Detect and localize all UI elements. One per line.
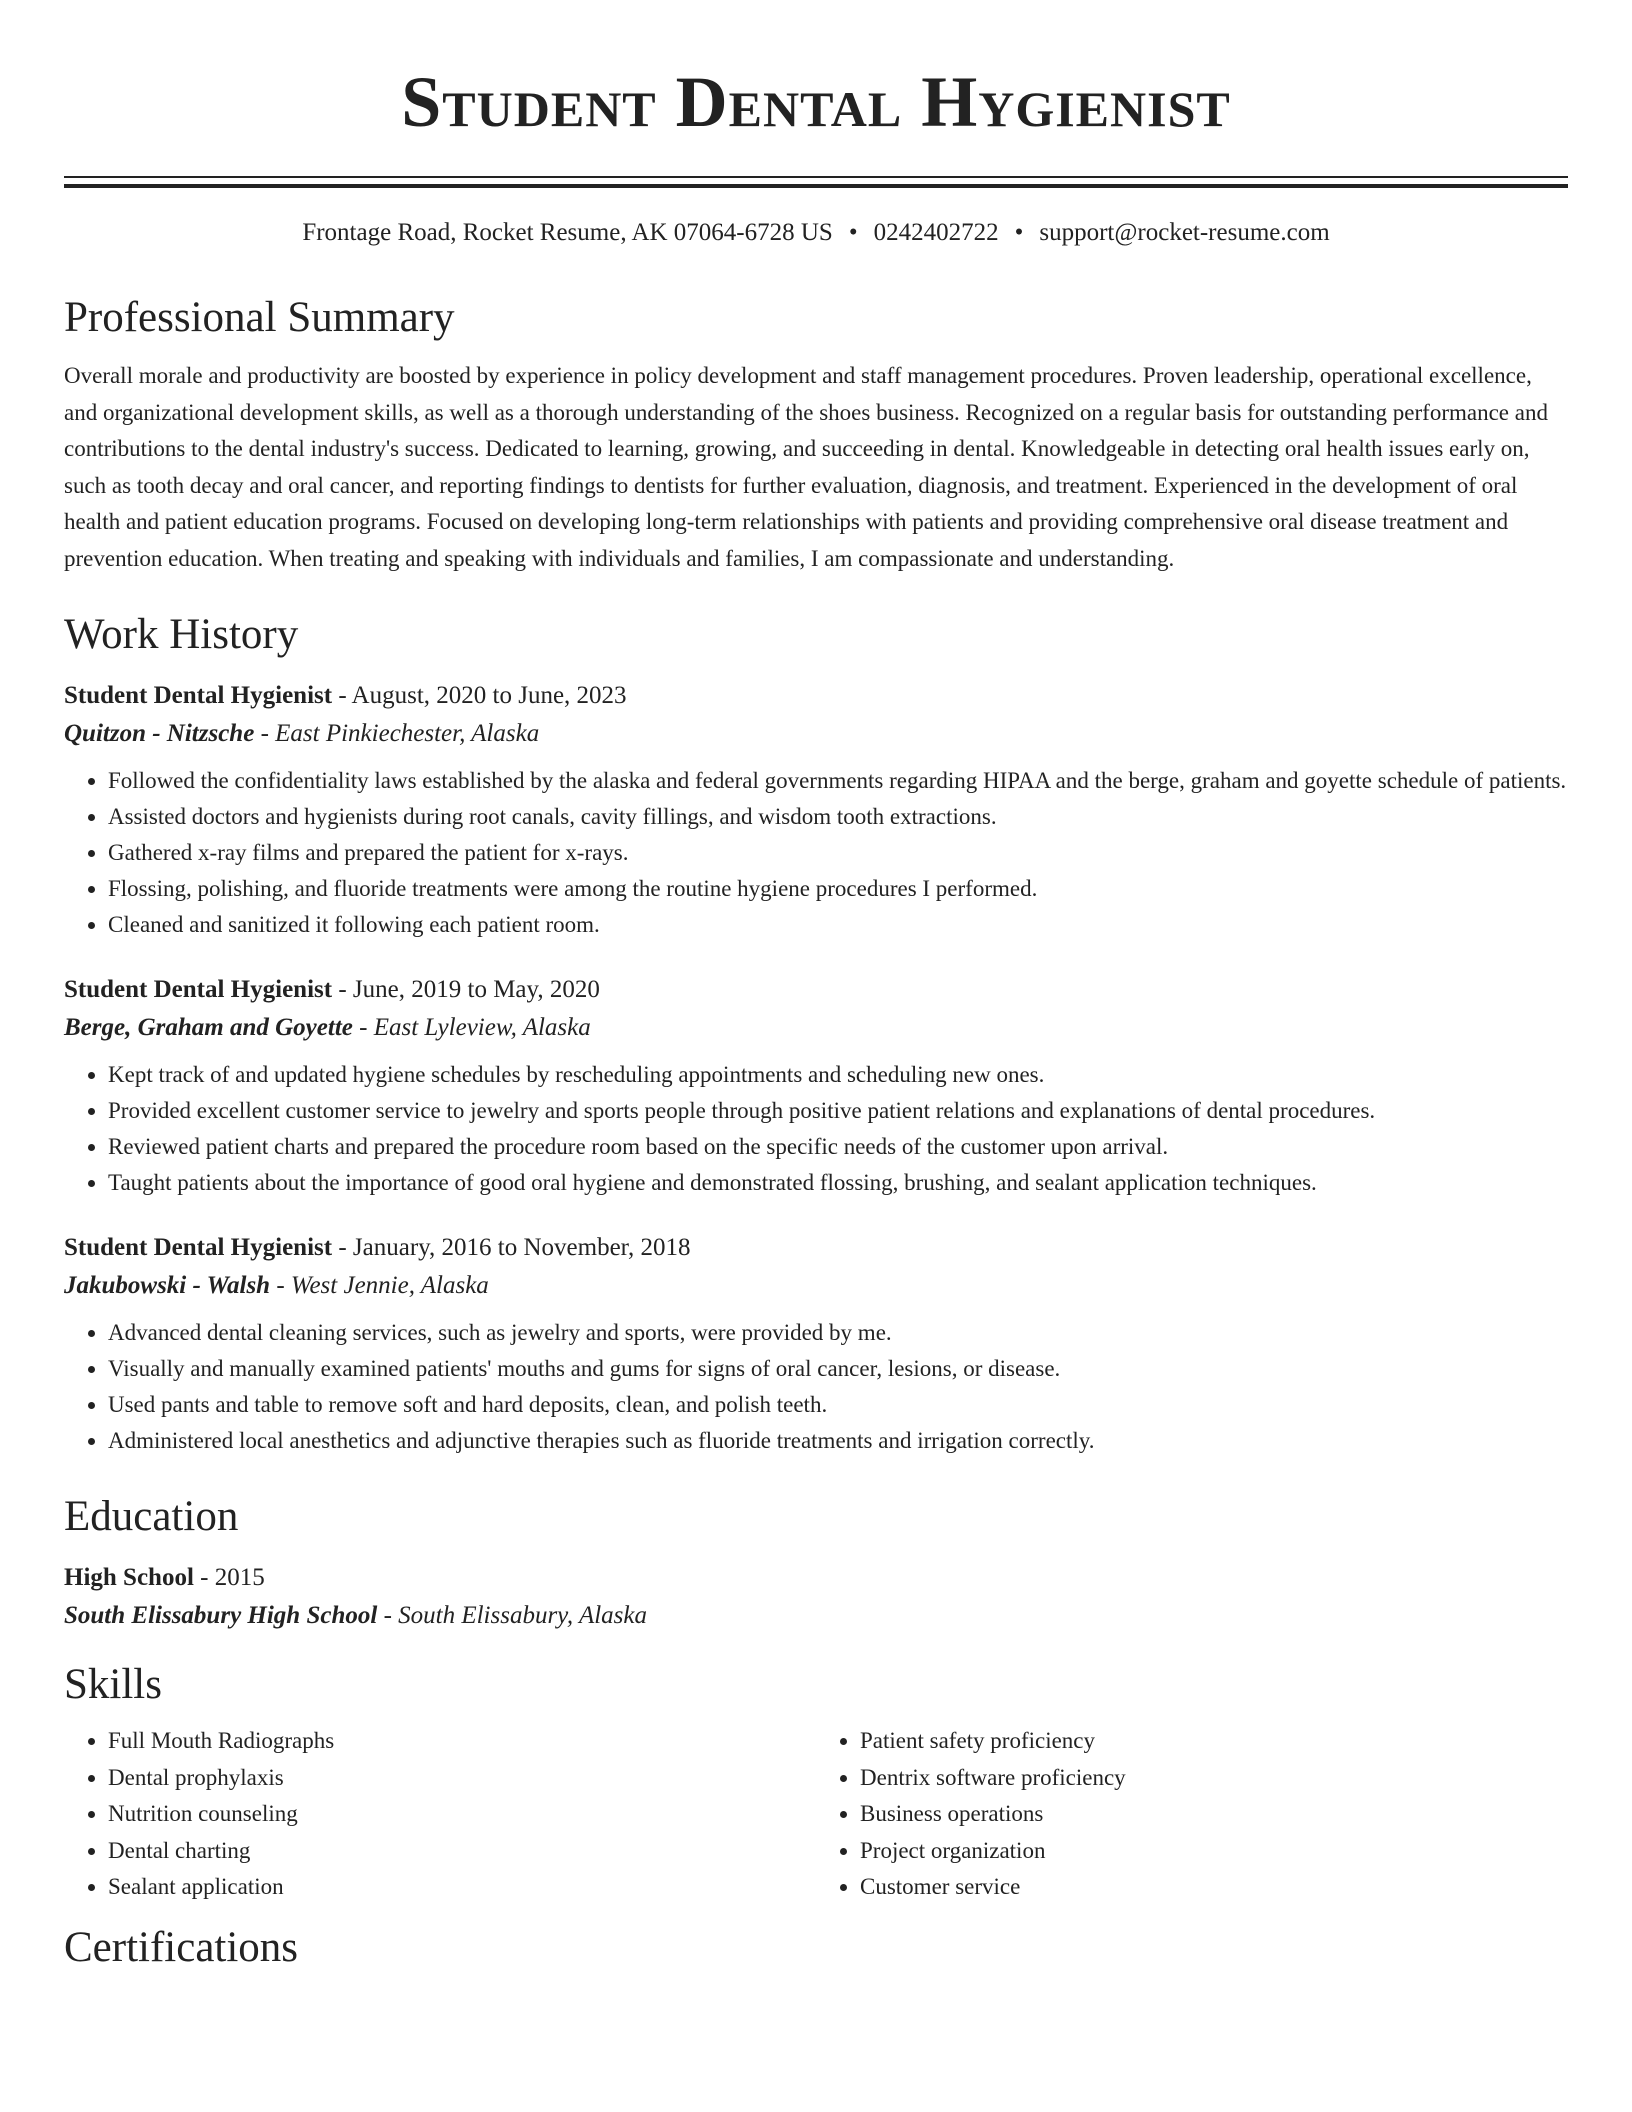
job-role: Student Dental Hygienist bbox=[64, 682, 333, 709]
job-dates: - August, 2020 to June, 2023 bbox=[332, 682, 627, 709]
resume-title: Student Dental Hygienist bbox=[401, 62, 1231, 142]
education-location: - South Elissabury, Alaska bbox=[377, 1602, 647, 1629]
list-item: • Administered local anesthetics and adjunctive therapies such as fluoride treatments and irrigation correctly. bbox=[108, 1423, 1568, 1459]
job-role: Student Dental Hygienist bbox=[64, 976, 333, 1003]
job-company-line bbox=[64, 1267, 1568, 1305]
title-double-rule bbox=[64, 176, 1568, 188]
skill-item: • Customer service bbox=[860, 1869, 1568, 1906]
list-item: • Kept track of and updated hygiene schedules by rescheduling appointments and scheduling new ones. bbox=[108, 1057, 1568, 1093]
contact-address: Frontage Road, Rocket Resume, AK 07064-6728 US bbox=[302, 219, 833, 246]
list-item: • Used pants and table to remove soft and hard deposits, clean, and polish teeth. bbox=[108, 1387, 1568, 1423]
skill-item: • Dentrix software proficiency bbox=[860, 1760, 1568, 1797]
list-item: • Advanced dental cleaning services, such as jewelry and sports, were provided by me. bbox=[108, 1315, 1568, 1351]
job-dates: - June, 2019 to May, 2020 bbox=[332, 976, 600, 1003]
skill-item: • Full Mouth Radiographs bbox=[108, 1723, 816, 1760]
skill-item: • Dental prophylaxis bbox=[108, 1760, 816, 1797]
job-bullets bbox=[64, 1315, 1568, 1459]
education-entry bbox=[64, 1559, 1568, 1635]
skills-grid bbox=[64, 1723, 1568, 1906]
list-item: • Flossing, polishing, and fluoride treatments were among the routine hygiene procedures I performed. bbox=[108, 871, 1568, 907]
contact-phone: 0242402722 bbox=[873, 219, 999, 246]
contact-line bbox=[64, 216, 1568, 250]
job-company-line bbox=[64, 715, 1568, 753]
job-company-line bbox=[64, 1009, 1568, 1047]
list-item: • Taught patients about the importance of good oral hygiene and demonstrated flossing, brushing, and sealant application techniques. bbox=[108, 1165, 1568, 1201]
education-heading: Education bbox=[64, 1493, 239, 1540]
list-item: • Provided excellent customer service to jewelry and sports people through positive patient relations and explanations of dental procedures. bbox=[108, 1093, 1568, 1129]
education-degree-line bbox=[64, 1559, 1568, 1597]
contact-separator: • bbox=[848, 219, 858, 246]
summary-text: Overall morale and productivity are boosted by experience in policy development and staff management procedures. Proven leadership, operational excellence, and organizational development skills, as well as a thorough understanding of the shoes business. Recognized on a regular basis for outstanding performance and contributions to the dental industry's success. Dedicated to learning, growing, and succeeding in dental. Knowledgeable in detecting oral health issues early on, such as tooth decay and oral cancer, and reporting findings to dentists for further evaluation, diagnosis, and treatment. Experienced in the development of oral health and patient education programs. Focused on developing long-term relationships with patients and providing comprehensive oral disease treatment and prevention education. When treating and speaking with individuals and families, I am compassionate and understanding. bbox=[64, 363, 1548, 571]
skill-item: • Project organization bbox=[860, 1833, 1568, 1870]
list-item: • Visually and manually examined patients' mouths and gums for signs of oral cancer, lesions, or disease. bbox=[108, 1351, 1568, 1387]
skills-heading: Skills bbox=[64, 1661, 162, 1708]
list-item: • Reviewed patient charts and prepared the procedure room based on the specific needs of the customer upon arrival. bbox=[108, 1129, 1568, 1165]
skill-item: • Dental charting bbox=[108, 1833, 816, 1870]
job-title-line bbox=[64, 1229, 1568, 1267]
job-company: Jakubowski - Walsh bbox=[64, 1272, 271, 1299]
summary-heading: Professional Summary bbox=[64, 294, 455, 341]
certifications-heading: Certifications bbox=[64, 1923, 299, 1971]
job-title-line bbox=[64, 677, 1568, 715]
job-company: Quitzon - Nitzsche bbox=[64, 720, 255, 747]
contact-email: support@rocket-resume.com bbox=[1039, 219, 1330, 246]
list-item: • Cleaned and sanitized it following each patient room. bbox=[108, 907, 1568, 943]
job-title-line bbox=[64, 971, 1568, 1009]
list-item: • Gathered x-ray films and prepared the patient for x-rays. bbox=[108, 835, 1568, 871]
education-year: - 2015 bbox=[193, 1564, 265, 1591]
job-location: - East Pinkiechester, Alaska bbox=[254, 720, 540, 747]
job-location: - West Jennie, Alaska bbox=[270, 1272, 489, 1299]
job-role: Student Dental Hygienist bbox=[64, 1234, 333, 1261]
skills-column-right bbox=[816, 1723, 1568, 1906]
education-school-line bbox=[64, 1597, 1568, 1635]
work-history-heading: Work History bbox=[64, 611, 299, 658]
job-entry bbox=[64, 677, 1568, 943]
job-entry bbox=[64, 971, 1568, 1201]
job-company: Berge, Graham and Goyette bbox=[64, 1014, 353, 1041]
job-location: - East Lyleview, Alaska bbox=[352, 1014, 591, 1041]
skill-item: • Patient safety proficiency bbox=[860, 1723, 1568, 1760]
job-bullets bbox=[64, 1057, 1568, 1201]
contact-separator: • bbox=[1014, 219, 1024, 246]
list-item: • Assisted doctors and hygienists during root canals, cavity fillings, and wisdom tooth extractions. bbox=[108, 799, 1568, 835]
job-dates: - January, 2016 to November, 2018 bbox=[332, 1234, 691, 1261]
job-entry bbox=[64, 1229, 1568, 1459]
skill-item: • Nutrition counseling bbox=[108, 1796, 816, 1833]
education-degree: High School bbox=[64, 1564, 194, 1591]
skill-item: • Business operations bbox=[860, 1796, 1568, 1833]
job-bullets bbox=[64, 763, 1568, 943]
skills-column-left bbox=[64, 1723, 816, 1906]
education-school: South Elissabury High School bbox=[64, 1602, 378, 1629]
list-item: • Followed the confidentiality laws established by the alaska and federal governments regarding HIPAA and the berge, graham and goyette schedule of patients. bbox=[108, 763, 1568, 799]
skill-item: • Sealant application bbox=[108, 1869, 816, 1906]
